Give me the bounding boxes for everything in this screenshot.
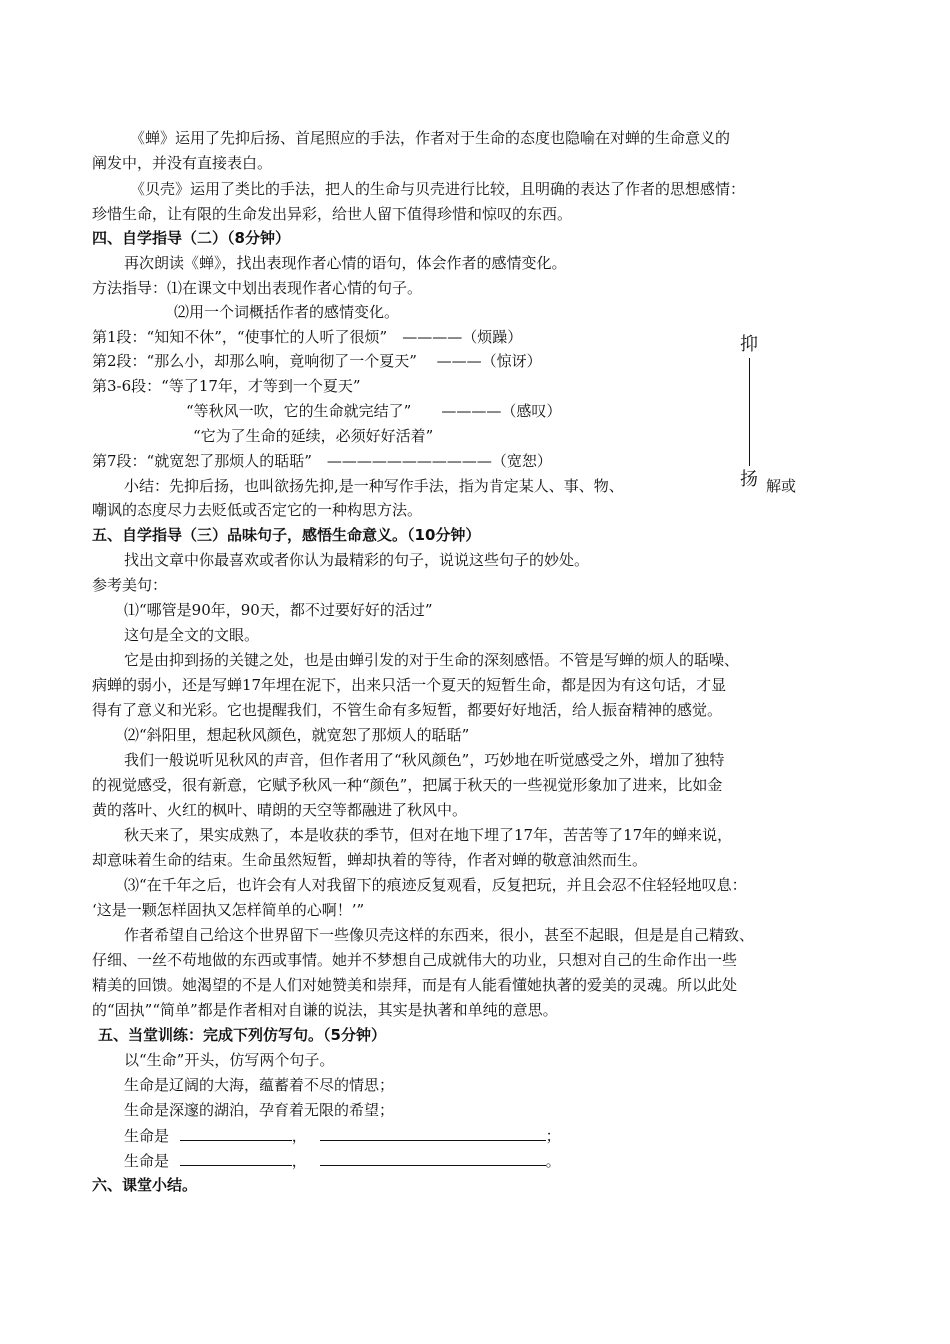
practice-fill-row-2 xyxy=(124,1151,561,1170)
side-marker-line xyxy=(749,358,750,466)
section-heading-6: 六、课堂小结。 xyxy=(92,1176,198,1194)
fill-blank-2a[interactable] xyxy=(180,1151,292,1166)
emotion-para-7: 第7段：“就宽恕了那烦人的聒聒” ———————————（宽恕） xyxy=(92,452,552,470)
summary-line-1-tail: 解或 xyxy=(766,477,797,495)
quote-2-analysis-2: 的视觉感受，很有新意，它赋予秋风一种“颜色”，把属于秋天的一些视觉形象加了进来，比如金 xyxy=(92,776,723,794)
fill-blank-1b[interactable] xyxy=(320,1126,546,1141)
quote-2-analysis-1: 我们一般说听见秋风的声音，但作者用了“秋风颜色”，巧妙地在听觉感受之外，增加了独特 xyxy=(124,751,725,769)
quote-1-analysis-2: 病蝉的弱小，还是写蝉17年埋在泥下，出来只活一个夏天的短暂生命，都是因为有这句话，才显 xyxy=(92,676,727,694)
fill-semicolon: ； xyxy=(545,1127,561,1145)
paragraph-summary-shell: 《贝壳》运用了类比的手法，把人的生命与贝壳进行比较，且明确的表达了作者的思想感情： xyxy=(130,180,746,198)
emotion-para-2: 第2段：“那么小，却那么响，竟响彻了一个夏天” ———（惊讶） xyxy=(92,352,542,370)
quote-3-analysis-2: 仔细、一丝不苟地做的东西或事情。她并不梦想自己成就伟大的功业，只想对自己的生命作出一些 xyxy=(92,951,738,969)
quote-3-analysis-3: 精美的回馈。她渴望的不是人们对她赞美和崇拜，而是有人能看懂她执著的爱美的灵魂。所以此处 xyxy=(92,976,738,994)
quote-2-analysis-5: 却意味着生命的结束。生命虽然短暂，蝉却执着的等待，作者对蝉的敬意油然而生。 xyxy=(92,851,648,869)
quote-1-analysis-3: 得有了意义和光彩。它也提醒我们，不管生命有多短暂，都要好好地活，给人振奋精神的感觉。 xyxy=(92,701,723,719)
practice-intro: 以“生命”开头，仿写两个句子。 xyxy=(124,1051,335,1069)
side-marker-suppress: 抑 xyxy=(740,334,758,355)
section-heading-5: 五、自学指导（三）品味句子，感悟生命意义。（10分钟） xyxy=(92,526,481,544)
fill-blank-1a[interactable] xyxy=(180,1126,292,1141)
emotion-para-3-6: 第3-6段：“等了17年，才等到一个夏天” xyxy=(92,377,361,395)
practice-example-1: 生命是辽阔的大海，蕴蓄着不尽的情思； xyxy=(124,1076,395,1094)
quote-2-analysis-3: 黄的落叶、火红的枫叶、晴朗的天空等都融进了秋风中。 xyxy=(92,801,468,819)
quote-1: ⑴“哪管是90年，90天，都不过要好好的活过” xyxy=(124,601,433,619)
paragraph-summary-shell-cont: 珍惜生命，让有限的生命发出异彩，给世人留下值得珍惜和惊叹的东西。 xyxy=(92,205,573,223)
summary-line-2: 嘲讽的态度尽力去贬低或否定它的一种构思方法。 xyxy=(92,501,423,519)
fill-blank-2b[interactable] xyxy=(320,1151,546,1166)
fill-comma: ， xyxy=(291,1152,307,1170)
fill-label: 生命是 xyxy=(124,1127,170,1145)
reference-label: 参考美句： xyxy=(92,576,168,594)
emotion-para-3-6-quote3: “它为了生命的延续，必须好好活着” xyxy=(193,427,434,445)
quote-2-analysis-4: 秋天来了，果实成熟了，本是收获的季节，但对在地下埋了17年，苦苦等了17年的蝉来说， xyxy=(124,826,733,844)
quote-1-note: 这句是全文的文眼。 xyxy=(124,626,260,644)
quote-3: ⑶“在千年之后，也许会有人对我留下的痕迹反复观看，反复把玩，并且会忍不住轻轻地叹息： xyxy=(124,876,747,894)
paragraph-summary-cicada: 《蝉》运用了先抑后扬、首尾照应的手法，作者对于生命的态度也隐喻在对蝉的生命意义的 xyxy=(130,129,731,147)
quote-3-cont: ‘这是一颗怎样固执又怎样简单的心啊！’” xyxy=(92,901,365,919)
quote-3-analysis-4: 的“固执”“简单”都是作者相对自谦的说法，其实是执著和单纯的意思。 xyxy=(92,1001,558,1019)
practice-example-2: 生命是深邃的湖泊，孕育着无限的希望； xyxy=(124,1101,395,1119)
method-guide-1: 方法指导：⑴在课文中划出表现作者心情的句子。 xyxy=(92,279,423,297)
quote-2: ⑵“斜阳里，想起秋风颜色，就宽恕了那烦人的聒聒” xyxy=(124,726,470,744)
fill-period: 。 xyxy=(545,1152,561,1170)
section4-intro: 再次朗读《蝉》，找出表现作者心情的语句，体会作者的感情变化。 xyxy=(124,254,567,272)
section-heading-practice: 五、当堂训练：完成下列仿写句。（5分钟） xyxy=(98,1026,386,1044)
practice-fill-row-1 xyxy=(124,1126,561,1145)
quote-1-analysis-1: 它是由抑到扬的关键之处，也是由蝉引发的对于生命的深刻感悟。不管是写蝉的烦人的聒噪、 xyxy=(124,651,740,669)
quote-3-analysis-1: 作者希望自己给这个世界留下一些像贝壳这样的东西来，很小，甚至不起眼，但是是自己精致、 xyxy=(124,926,755,944)
side-marker-raise: 扬 xyxy=(740,469,758,490)
paragraph-summary-cicada-cont: 阐发中，并没有直接表白。 xyxy=(92,154,273,172)
emotion-para-1: 第1段：“知知不休”，“使事忙的人听了很烦” ————（烦躁） xyxy=(92,328,523,346)
fill-label: 生命是 xyxy=(124,1152,170,1170)
summary-line-1: 小结：先抑后扬，也叫欲扬先抑,是一种写作手法，指为肯定某人、事、物、 xyxy=(124,477,624,495)
emotion-para-3-6-quote2: “等秋风一吹，它的生命就完结了” ————（感叹） xyxy=(186,402,562,420)
method-guide-2: ⑵用一个词概括作者的感情变化。 xyxy=(174,303,400,321)
fill-comma: ， xyxy=(291,1127,307,1145)
section-heading-4: 四、自学指导（二）（8分钟） xyxy=(92,229,290,247)
section5-intro: 找出文章中你最喜欢或者你认为最精彩的句子，说说这些句子的妙处。 xyxy=(124,551,590,569)
